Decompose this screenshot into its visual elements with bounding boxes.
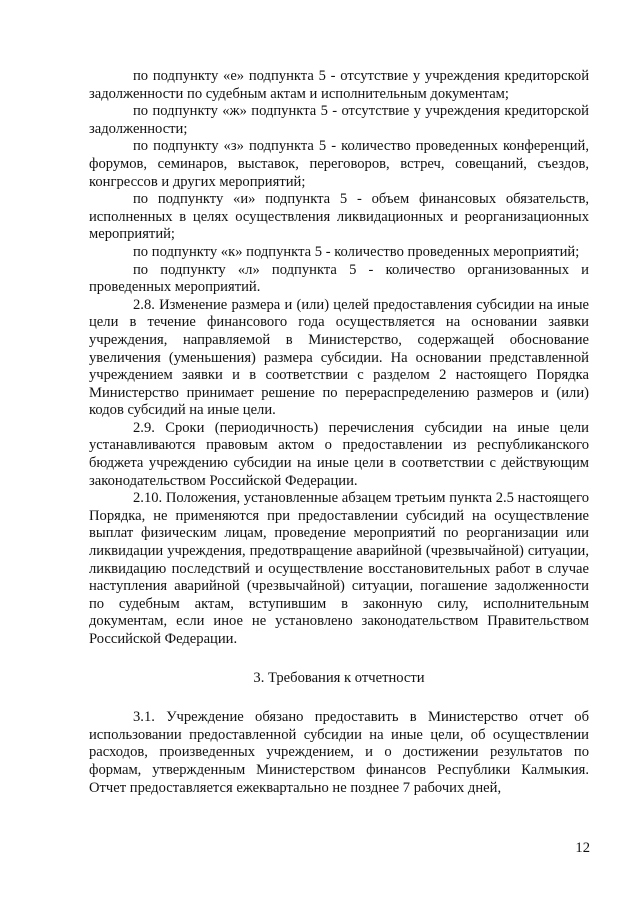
paragraph-subitem-zh: по подпункту «ж» подпункта 5 - отсутствие у учреждения кредиторской задолженности; xyxy=(89,103,589,137)
section-heading: 3. Требования к отчетности xyxy=(253,669,425,686)
page-number: 12 xyxy=(575,840,590,856)
document-body xyxy=(89,68,589,797)
paragraph-2-9: 2.9. Сроки (периодичность) перечисления субсидии на иные цели устанавливаются правовым актом о предоставлении из республиканского бюджета учреждению субсидии на иные цели в соответствии с действующим законодательством Российской Федерации. xyxy=(89,419,589,489)
paragraph-subitem-l: по подпункту «л» подпункта 5 - количество организованных и проведенных мероприятий. xyxy=(89,261,589,296)
paragraph-subitem-e: по подпункту «е» подпункта 5 - отсутствие у учреждения кредиторской задолженности по судебным актам и исполнительным документам; xyxy=(89,68,589,102)
paragraph-subitem-i: по подпункту «и» подпункта 5 - объем финансовых обязательств, исполненных в целях осуществления ликвидационных и реорганизационных мероприятий; xyxy=(89,191,589,243)
paragraph-3-1: 3.1. Учреждение обязано предоставить в Министерство отчет об использовании предоставленной субсидии на иные цели, об осуществлении расходов, произведенных учреждением, и о достижении результатов по формам, утвержденным Министерством финансов Республики Калмыкия. Отчет предоставляется ежеквартально не позднее 7 рабочих дней, xyxy=(89,709,589,796)
paragraph-2-8: 2.8. Изменение размера и (или) целей предоставления субсидии на иные цели в течение финансового года осуществляется на основании заявки учреждения, направляемой в Министерство, содержащей обоснование увеличения (уменьшения) размера субсидии. На основании представленной учреждением заявки и в соответствии с разделом 2 настоящего Порядка Министерство принимает решение по перераспределению размеров и (или) кодов субсидий на иные цели. xyxy=(89,296,589,419)
paragraph-subitem-z: по подпункту «з» подпункта 5 - количество проведенных конференций, форумов, семинаров, выставок, переговоров, встреч, совещаний, съездов, конгрессов и других мероприятий; xyxy=(89,138,589,190)
paragraph-subitem-k: по подпункту «к» подпункта 5 - количество проведенных мероприятий; xyxy=(133,243,580,260)
paragraph-2-10: 2.10. Положения, установленные абзацем третьим пункта 2.5 настоящего Порядка, не применяются при предоставлении субсидий на осуществление выплат физическим лицам, проведение мероприятий по реорганизации или ликвидации учреждения, предотвращение аварийной (чрезвычайной) ситуации, ликвидацию последствий и осуществление восстановительных работ в случае наступления аварийной (чрезвычайной) ситуации, погашение задолженности по судебным актам, вступившим в законную силу, исполнительным документам, если иное не установлено законодательством Правительством Российской Федерации. xyxy=(89,490,589,647)
